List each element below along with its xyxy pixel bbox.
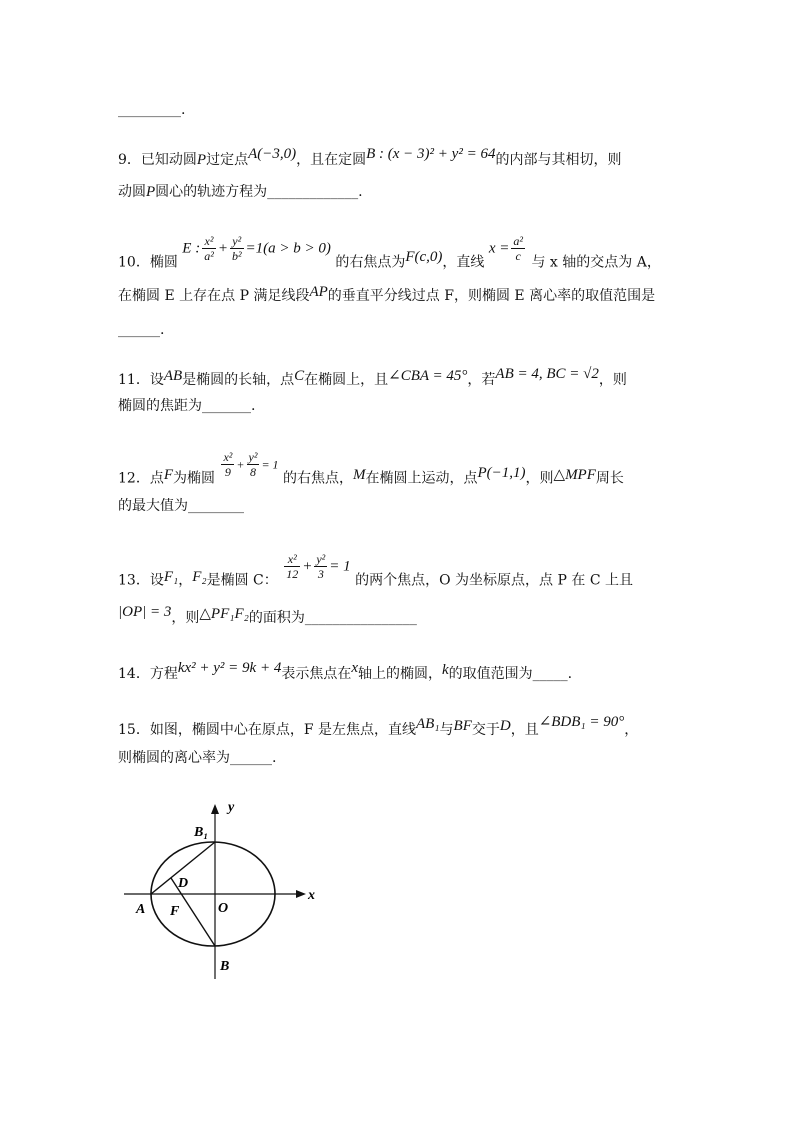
label-b1: B₁ [194,825,209,840]
y-axis-arrow-icon [211,804,219,814]
question-10-line-2: 在椭圆 E 上存在点 P 满足线段AP的垂直平分线过点 F，则椭圆 E 离心率的取值范围是 [118,284,656,304]
line-x-equation: x = $\frac{\text{a²}}{c}$ [488,234,524,263]
label-f: F [170,904,180,919]
question-13-line-2: |OP| = 3，则△PF₁F₂的面积为________________ [118,604,417,626]
x-axis-arrow-icon [296,890,306,898]
label-y: y [228,800,235,815]
circle-b-equation: B : (x − 3)² + y² = 64 [366,146,496,162]
question-11-line-2: 椭圆的焦距为_______. [118,398,256,414]
ellipse-e-equation: E : $\frac{\text{x²}}{\text{a²}}$ + $\frac{\text{y²}}{\text{b²}}$ =1(a > b > 0) [182,234,331,263]
label-a: A [136,902,146,917]
question-12-line-1: 12．点F为椭圆 $\frac{\text{x²}}{9}$ + $\frac{\text{y²}}{8}$ = 1 的右焦点，M在椭圆上运动，点P(−1,1)，则△MPF周长 [118,450,624,487]
question-14-line-1: 14．方程kx² + y² = 9k + 4表示焦点在x轴上的椭圆，k的取值范围为_____. [118,660,573,682]
q8-tail: _________. [118,102,186,118]
question-13-line-1: 13．设F₁，F₂是椭圆 C： $\frac{\text{x²}}{12}$ + $\frac{\text{y²}}{3}$ = 1 的两个焦点，O 为坐标原点，点 P 在 C 上且 [118,552,633,589]
label-b: B [220,959,230,974]
question-11-line-1: 11．设AB是椭圆的长轴，点C在椭圆上，且∠CBA = 45°，若AB = 4, BC = √2，则 [118,366,627,388]
ellipse-12-equation: $\frac{\text{x²}}{9}$ + $\frac{\text{y²}}{8}$ = 1 [223,450,279,479]
question-9-line-1: 9．已知动圆P过定点A(−3,0)，且在定圆B : (x − 3)² + y² = 64的内部与其相切，则 [118,146,622,168]
label-o: O [218,901,229,916]
label-x: x [308,888,315,903]
point-a: A(−3,0) [248,146,297,162]
question-10-line-1: 10．椭圆 E : $\frac{\text{x²}}{\text{a²}}$ + $\frac{\text{y²}}{\text{b²}}$ =1(a > b > 0) 的右焦点为F(c,0)，直线 x = $\frac{\text{a²}}{c}$ 与 x 轴的交点为 A， [118,234,661,271]
question-12-line-2: 的最大值为________ [118,498,244,514]
question-10-line-3: ______. [118,322,165,338]
label-d: D [178,876,189,891]
question-15-line-1: 15．如图，椭圆中心在原点，F 是左焦点，直线AB₁与BF交于D，且∠BDB₁ = 90°， [118,714,639,738]
question-15-line-2: 则椭圆的离心率为______. [118,750,277,766]
question-9-line-2: 动圆P圆心的轨迹方程为_____________. [118,184,363,200]
ellipse-c-equation: $\frac{\text{x²}}{12}$ + $\frac{\text{y²}}{3}$ = 1 [286,552,351,581]
ellipse-figure [118,795,328,985]
equation-14: kx² + y² = 9k + 4 [177,660,282,676]
